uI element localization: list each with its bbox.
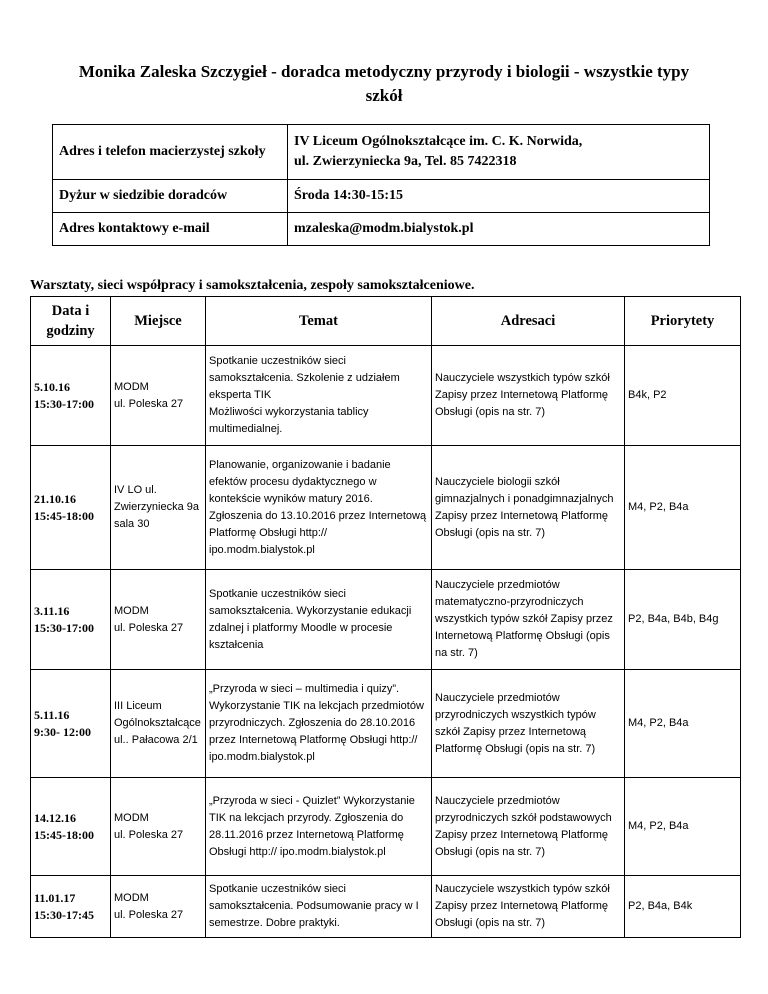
place-cell: MODM ul. Poleska 27 — [111, 778, 206, 876]
place-cell: IV LO ul. Zwierzyniecka 9a sala 30 — [111, 446, 206, 570]
event-time: 15:30-17:00 — [34, 620, 94, 635]
column-header-place: Miejsce — [111, 297, 206, 346]
info-label: Dyżur w siedzibie doradców — [53, 180, 288, 213]
place-cell: MODM ul. Poleska 27 — [111, 346, 206, 446]
table-row — [31, 876, 741, 938]
place-cell: MODM ul. Poleska 27 — [111, 570, 206, 670]
info-row — [53, 180, 710, 213]
topic-cell: „Przyroda w sieci - Quizlet” Wykorzystanie TIK na lekcjach przyrody. Zgłoszenia do 28.11.2016 przez Internetową Platformę Obsługi http:// ipo.modm.bialystok.pl — [206, 778, 432, 876]
date-cell — [31, 346, 111, 446]
info-row — [53, 125, 710, 180]
topic-cell: Spotkanie uczestników sieci samokształcenia. Wykorzystanie edukacji zdalnej i platformy Moodle w procesie kształcenia — [206, 570, 432, 670]
event-date: 5.10.16 — [34, 379, 70, 394]
priorities-cell: M4, P2, B4a — [625, 446, 741, 570]
email-value: mzaleska@modm.bialystok.pl — [288, 213, 710, 246]
audience-cell: Nauczyciele biologii szkół gimnazjalnych i ponadgimnazjalnych Zapisy przez Internetową Platformę Obsługi (opis na str. 7) — [432, 446, 625, 570]
table-row — [31, 446, 741, 570]
table-row — [31, 670, 741, 778]
priorities-cell: P2, B4a, B4k — [625, 876, 741, 938]
date-cell — [31, 446, 111, 570]
topic-cell: Planowanie, organizowanie i badanie efektów procesu dydaktycznego w kontekście wyników matury 2016. Zgłoszenia do 13.10.2016 przez Internetową Platformę Obsługi http:// ipo.modm.bialystok.pl — [206, 446, 432, 570]
date-cell — [31, 570, 111, 670]
event-date: 11.01.17 — [34, 890, 76, 905]
section-title: Warsztaty, sieci współpracy i samokształcenia, zespoły samokształceniowe. — [30, 278, 475, 293]
event-time: 9:30- 12:00 — [34, 724, 91, 739]
contact-info-table — [52, 124, 710, 246]
topic-cell: „Przyroda w sieci – multimedia i quizy”. Wykorzystanie TIK na lekcjach przedmiotów przyrodniczych. Zgłoszenia do 28.10.2016 przez Internetową Platformę Obsługi http:// ipo.modm.bialystok.pl — [206, 670, 432, 778]
event-date: 21.10.16 — [34, 491, 76, 506]
column-header-date: Data i godziny — [31, 297, 111, 346]
column-header-priorities: Priorytety — [625, 297, 741, 346]
event-date: 3.11.16 — [34, 603, 70, 618]
page-title: Monika Zaleska Szczygieł - doradca metodyczny przyrody i biologii - wszystkie typy szkół — [78, 62, 690, 105]
info-value: Środa 14:30-15:15 — [288, 180, 710, 213]
schedule-table — [30, 296, 741, 938]
table-row — [31, 346, 741, 446]
table-row — [31, 570, 741, 670]
info-label: Adres i telefon macierzystej szkoły — [53, 125, 288, 180]
priorities-cell: M4, P2, B4a — [625, 778, 741, 876]
audience-cell: Nauczyciele wszystkich typów szkół Zapisy przez Internetową Platformę Obsługi (opis na str. 7) — [432, 346, 625, 446]
event-date: 14.12.16 — [34, 810, 76, 825]
info-label: Adres kontaktowy e-mail — [53, 213, 288, 246]
info-row — [53, 213, 710, 246]
audience-cell: Nauczyciele przedmiotów matematyczno-przyrodniczych wszystkich typów szkół Zapisy przez Internetową Platformę Obsługi (opis na str. 7) — [432, 570, 625, 670]
topic-cell: Spotkanie uczestników sieci samokształcenia. Podsumowanie pracy w I semestrze. Dobre praktyki. — [206, 876, 432, 938]
place-cell: III Liceum Ogólnokształcące ul.. Pałacowa 2/1 — [111, 670, 206, 778]
audience-cell: Nauczyciele wszystkich typów szkół Zapisy przez Internetową Platformę Obsługi (opis na str. 7) — [432, 876, 625, 938]
event-date: 5.11.16 — [34, 707, 70, 722]
topic-cell: Spotkanie uczestników sieci samokształcenia. Szkolenie z udziałem eksperta TIK Możliwości wykorzystania tablicy multimedialnej. — [206, 346, 432, 446]
date-cell — [31, 670, 111, 778]
priorities-cell: P2, B4a, B4b, B4g — [625, 570, 741, 670]
place-cell: MODM ul. Poleska 27 — [111, 876, 206, 938]
audience-cell: Nauczyciele przedmiotów przyrodniczych szkół podstawowych Zapisy przez Internetową Platformę Obsługi (opis na str. 7) — [432, 778, 625, 876]
audience-cell: Nauczyciele przedmiotów przyrodniczych wszystkich typów szkół Zapisy przez Internetową Platformę Obsługi (opis na str. 7) — [432, 670, 625, 778]
priorities-cell: B4k, P2 — [625, 346, 741, 446]
header-row — [31, 297, 741, 346]
event-time: 15:30-17:45 — [34, 907, 94, 922]
date-cell — [31, 778, 111, 876]
date-cell — [31, 876, 111, 938]
info-value: IV Liceum Ogólnokształcące im. C. K. Norwida, ul. Zwierzyniecka 9a, Tel. 85 7422318 — [288, 125, 710, 180]
event-time: 15:45-18:00 — [34, 827, 94, 842]
event-time: 15:30-17:00 — [34, 396, 94, 411]
table-row — [31, 778, 741, 876]
column-header-audience: Adresaci — [432, 297, 625, 346]
event-time: 15:45-18:00 — [34, 508, 94, 523]
priorities-cell: M4, P2, B4a — [625, 670, 741, 778]
column-header-topic: Temat — [206, 297, 432, 346]
